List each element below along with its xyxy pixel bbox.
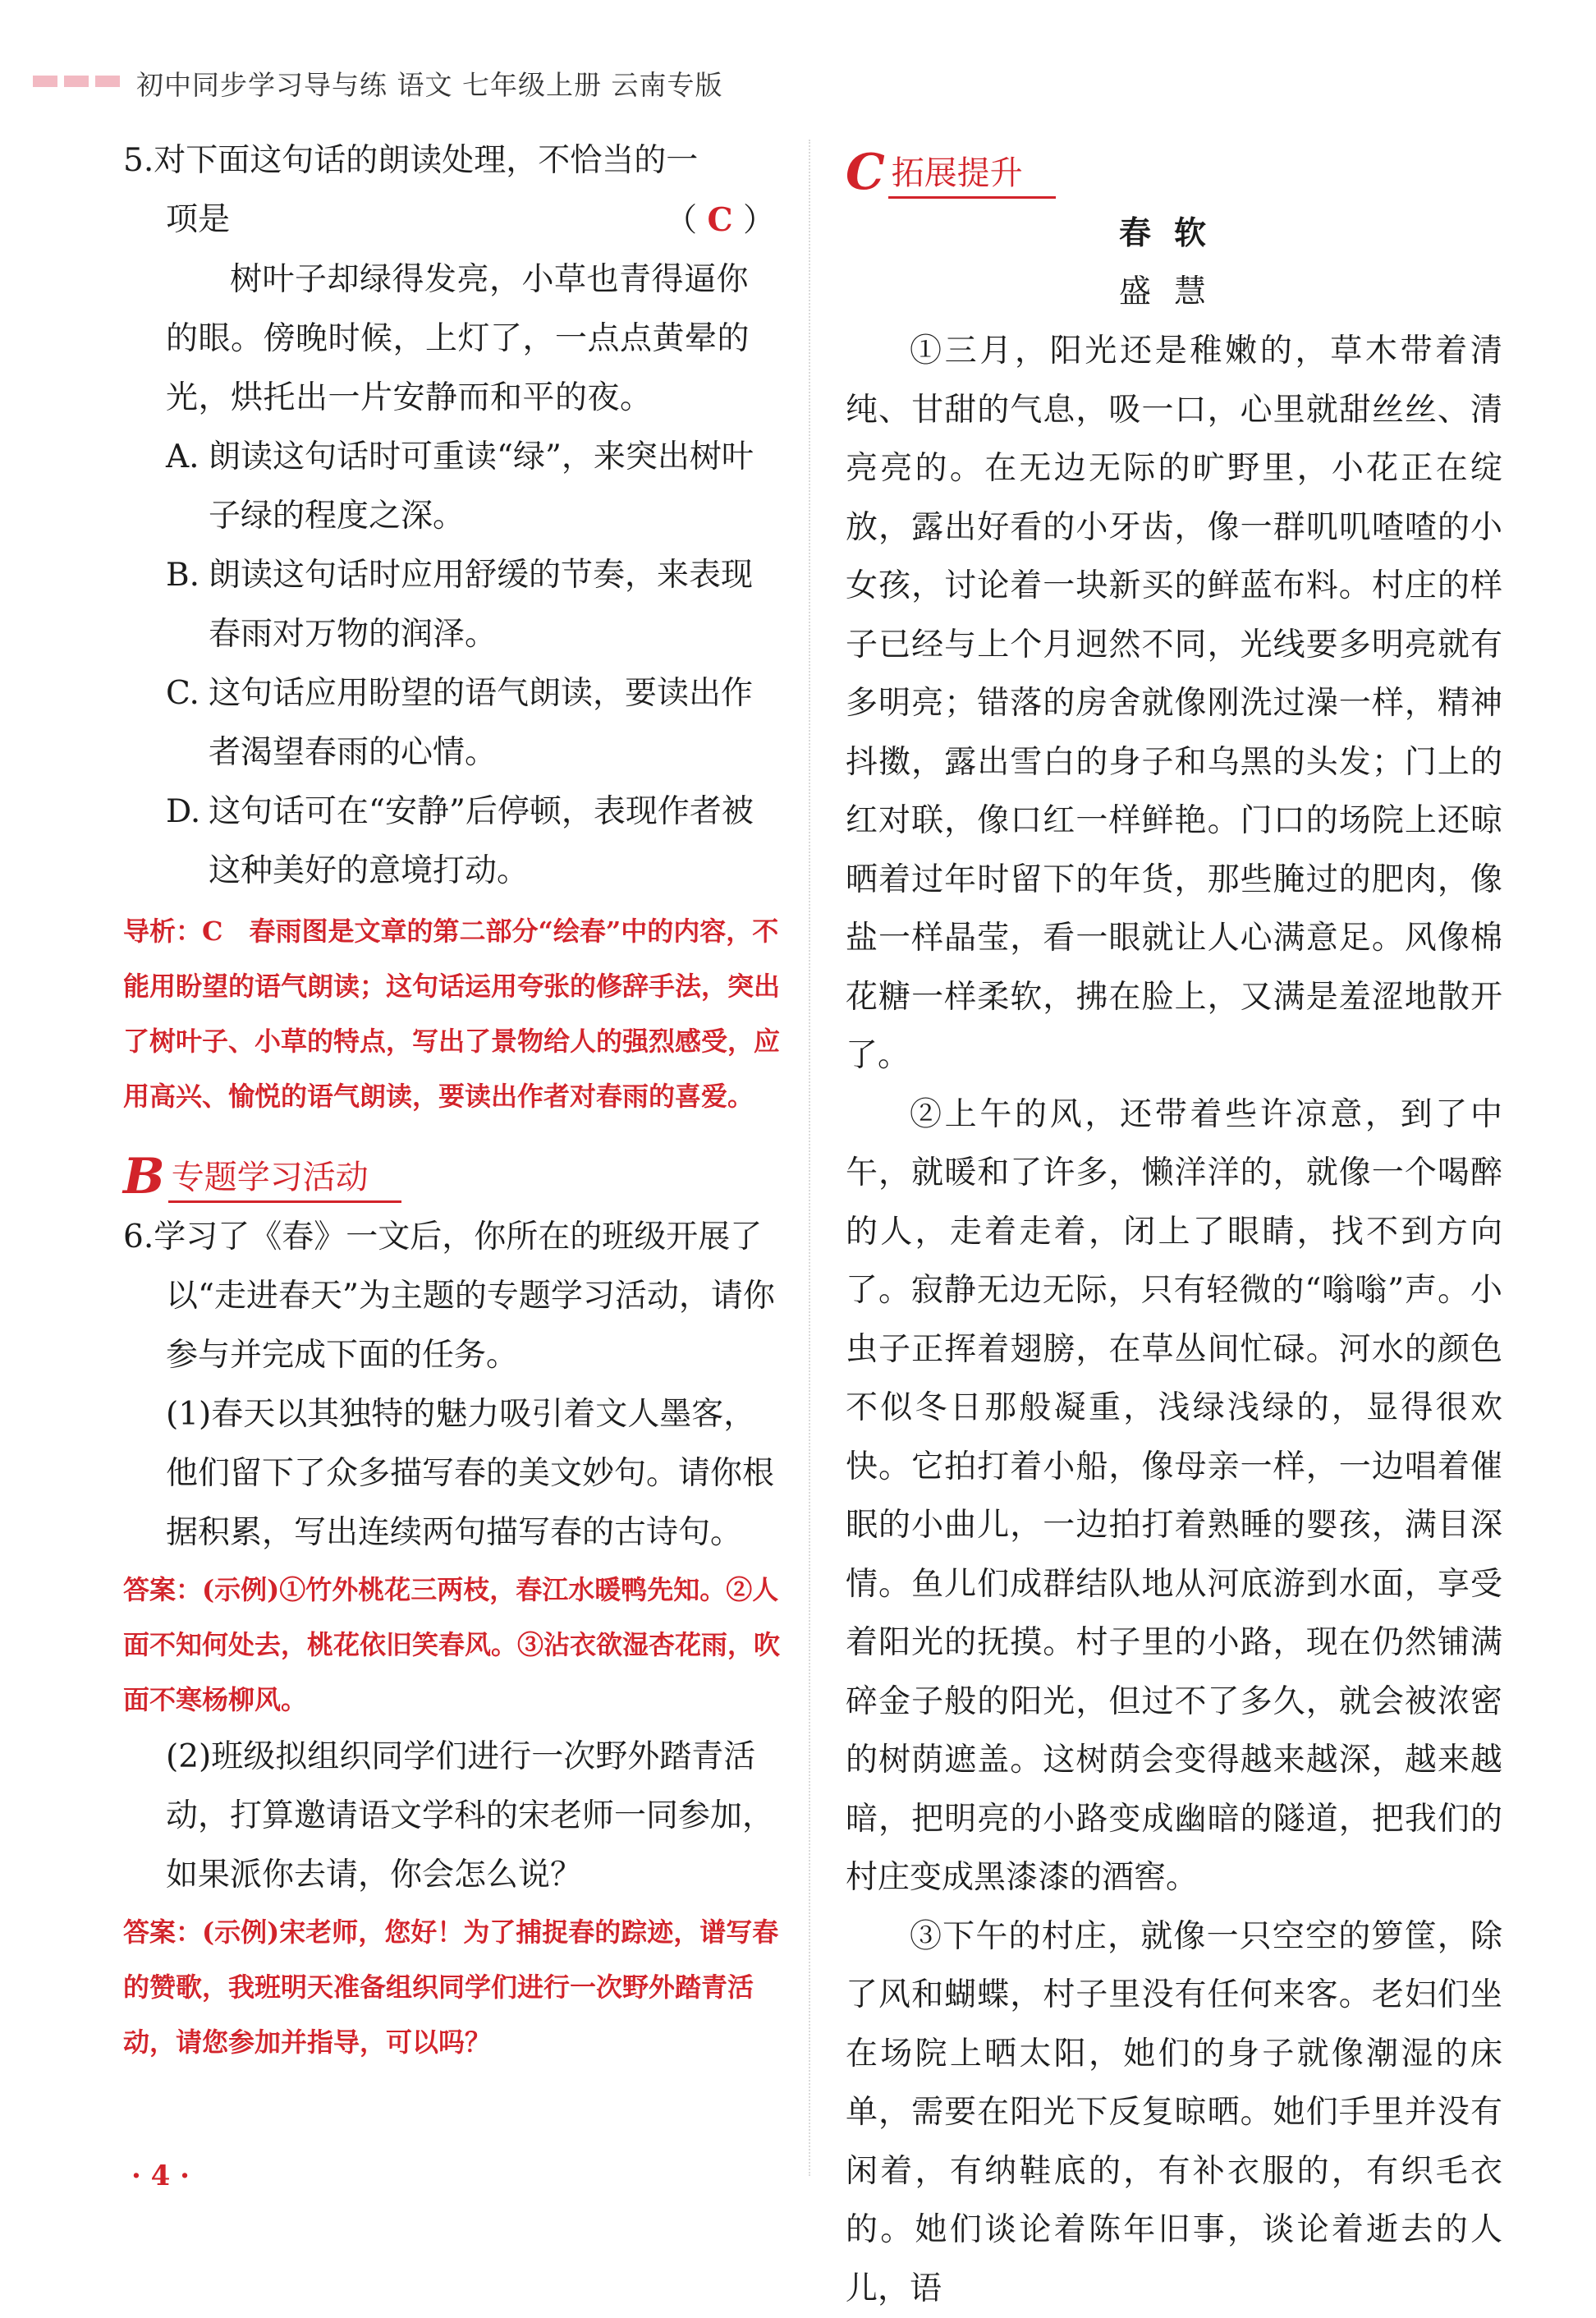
question-5 (123, 131, 780, 1124)
section-c-heading (846, 131, 1502, 199)
q6-sub2-text: (2)班级拟组织同学们进行一次野外踏青活动，打算邀请语文学科的宋老师一同参加，如果派你去请，你会怎么说？ (166, 1738, 774, 1893)
q6-stem (123, 1208, 780, 1385)
answer-text: (示例)①竹外桃花三两枝，春江水暖鸭先知。②人面不知何处去，桃花依旧笑春风。③沾衣欲湿杏花雨，吹面不寒杨柳风。 (123, 1574, 780, 1715)
header-mark (95, 76, 120, 87)
option-c (123, 664, 780, 783)
q6-sub1 (123, 1385, 780, 1563)
q5-guide (123, 904, 780, 1124)
section-letter: B (123, 1150, 165, 1203)
option-text: 朗读这句话时应用舒缓的节奏，来表现春雨对万物的润泽。 (209, 546, 780, 664)
header-mark (64, 76, 89, 87)
essay-author: 盛慧 (846, 263, 1502, 322)
option-label: B. (166, 546, 209, 664)
q5-stem-line2-row (123, 190, 780, 250)
option-label: C. (166, 664, 209, 783)
option-text: 这句话可在“安静”后停顿，表现作者被这种美好的意境打动。 (209, 783, 780, 901)
option-b (123, 546, 780, 664)
q6-answer1 (123, 1563, 780, 1728)
q6-sub2 (123, 1728, 780, 1905)
option-label: A. (166, 428, 209, 546)
essay-paragraph: ①三月，阳光还是稚嫩的，草木带着清纯、甘甜的气息，吸一口，心里就甜丝丝、清亮亮的。在无边无际的旷野里，小花正在绽放，露出好看的小牙齿，像一群叽叽喳喳的小女孩，讨论着一块新买的鲜蓝布料。村庄的样子已经与上个月迥然不同，光线要多明亮就有多明亮；错落的房舍就像刚洗过澡一样，精神抖擞，露出雪白的身子和乌黑的头发；门上的红对联，像口红一样鲜艳。门口的场院上还晾晒着过年时留下的年货，那些腌过的肥肉，像盐一样晶莹，看一眼就让人心满意足。风像棉花糖一样柔软，拂在脸上，又满是羞涩地散开了。 (846, 322, 1502, 1086)
paren-open: （ (665, 202, 697, 239)
answer-text: (示例)宋老师，您好！为了捕捉春的踪迹，谱写春的赞歌，我班明天准备组织同学们进行一次野外踏青活动，请您参加并指导，可以吗？ (123, 1916, 778, 2058)
answer-letter: C (708, 201, 733, 239)
q6-answer2 (123, 1905, 780, 2070)
answer-bracket (665, 190, 780, 250)
essay-paragraph: ③下午的村庄，就像一只空空的箩筐，除了风和蝴蝶，村子里没有任何来客。老妇们坐在场院上晒太阳，她们的身子就像潮湿的床单，需要在阳光下反复晾晒。她们手里并没有闲着，有纳鞋底的，有补衣服的，有织毛衣的。她们谈论着陈年旧事，谈论着逝去的人儿，语 (846, 1907, 1502, 2318)
header-mark (33, 76, 57, 87)
essay-body (846, 322, 1502, 2318)
header-decoration (33, 76, 120, 87)
right-column (846, 131, 1502, 2318)
answer-label: 答案： (123, 1916, 202, 1948)
guide-label: 导析： (123, 916, 202, 947)
paren-close: ） (743, 202, 775, 239)
q5-stem-line1: 5.对下面这句话的朗读处理，不恰当的一 (123, 131, 780, 190)
section-b-heading (123, 1136, 780, 1203)
q5-quote: 树叶子却绿得发亮，小草也青得逼你的眼。傍晚时候，上灯了，一点点黄晕的光，烘托出一片安静而和平的夜。 (166, 261, 750, 416)
q5-quote-block (123, 250, 780, 428)
q5-stem-line2: 项是 (166, 190, 230, 250)
option-label: D. (166, 783, 209, 901)
left-column (123, 131, 780, 2070)
question-6 (123, 1208, 780, 2070)
answer-label: 答案： (123, 1574, 202, 1605)
running-header: 初中同步学习导与练 语文 七年级上册 云南专版 (136, 64, 722, 103)
guide-text: C 春雨图是文章的第二部分“绘春”中的内容，不能用盼望的语气朗读；这句话运用夸张的修辞手法，突出了树叶子、小草的特点，写出了景物给人的强烈感受，应用高兴、愉悦的语气朗读，要读出作者对春雨的喜爱。 (123, 916, 780, 1112)
column-divider (809, 140, 810, 2176)
option-a (123, 428, 780, 546)
option-d (123, 783, 780, 901)
section-letter: C (846, 146, 885, 199)
option-text: 这句话应用盼望的语气朗读，要读出作者渴望春雨的心情。 (209, 664, 780, 783)
q6-stem-text: 6.学习了《春》一文后，你所在的班级开展了以“走进春天”为主题的专题学习活动，请你参与并完成下面的任务。 (123, 1219, 775, 1374)
section-title: 专题学习活动 (168, 1156, 401, 1203)
page-number: · 4 · (131, 2160, 190, 2192)
option-text: 朗读这句话时可重读“绿”，来突出树叶子绿的程度之深。 (209, 428, 780, 546)
section-title: 拓展提升 (888, 152, 1056, 199)
essay-paragraph: ②上午的风，还带着些许凉意，到了中午，就暖和了许多，懒洋洋的，就像一个喝醉的人，走着走着，闭上了眼睛，找不到方向了。寂静无边无际，只有轻微的“嗡嗡”声。小虫子正挥着翅膀，在草丛间忙碌。河水的颜色不似冬日那般凝重，浅绿浅绿的，显得很欢快。它拍打着小船，像母亲一样，一边唱着催眠的小曲儿，一边拍打着熟睡的婴孩，满目深情。鱼儿们成群结队地从河底游到水面，享受着阳光的抚摸。村子里的小路，现在仍然铺满碎金子般的阳光，但过不了多久，就会被浓密的树荫遮盖。这树荫会变得越来越深，越来越暗，把明亮的小路变成幽暗的隧道，把我们的村庄变成黑漆漆的酒窖。 (846, 1086, 1502, 1907)
q6-sub1-text: (1)春天以其独特的魅力吸引着文人墨客，他们留下了众多描写春的美文妙句。请你根据积累，写出连续两句描写春的古诗句。 (166, 1396, 774, 1551)
essay-title: 春软 (846, 204, 1502, 263)
